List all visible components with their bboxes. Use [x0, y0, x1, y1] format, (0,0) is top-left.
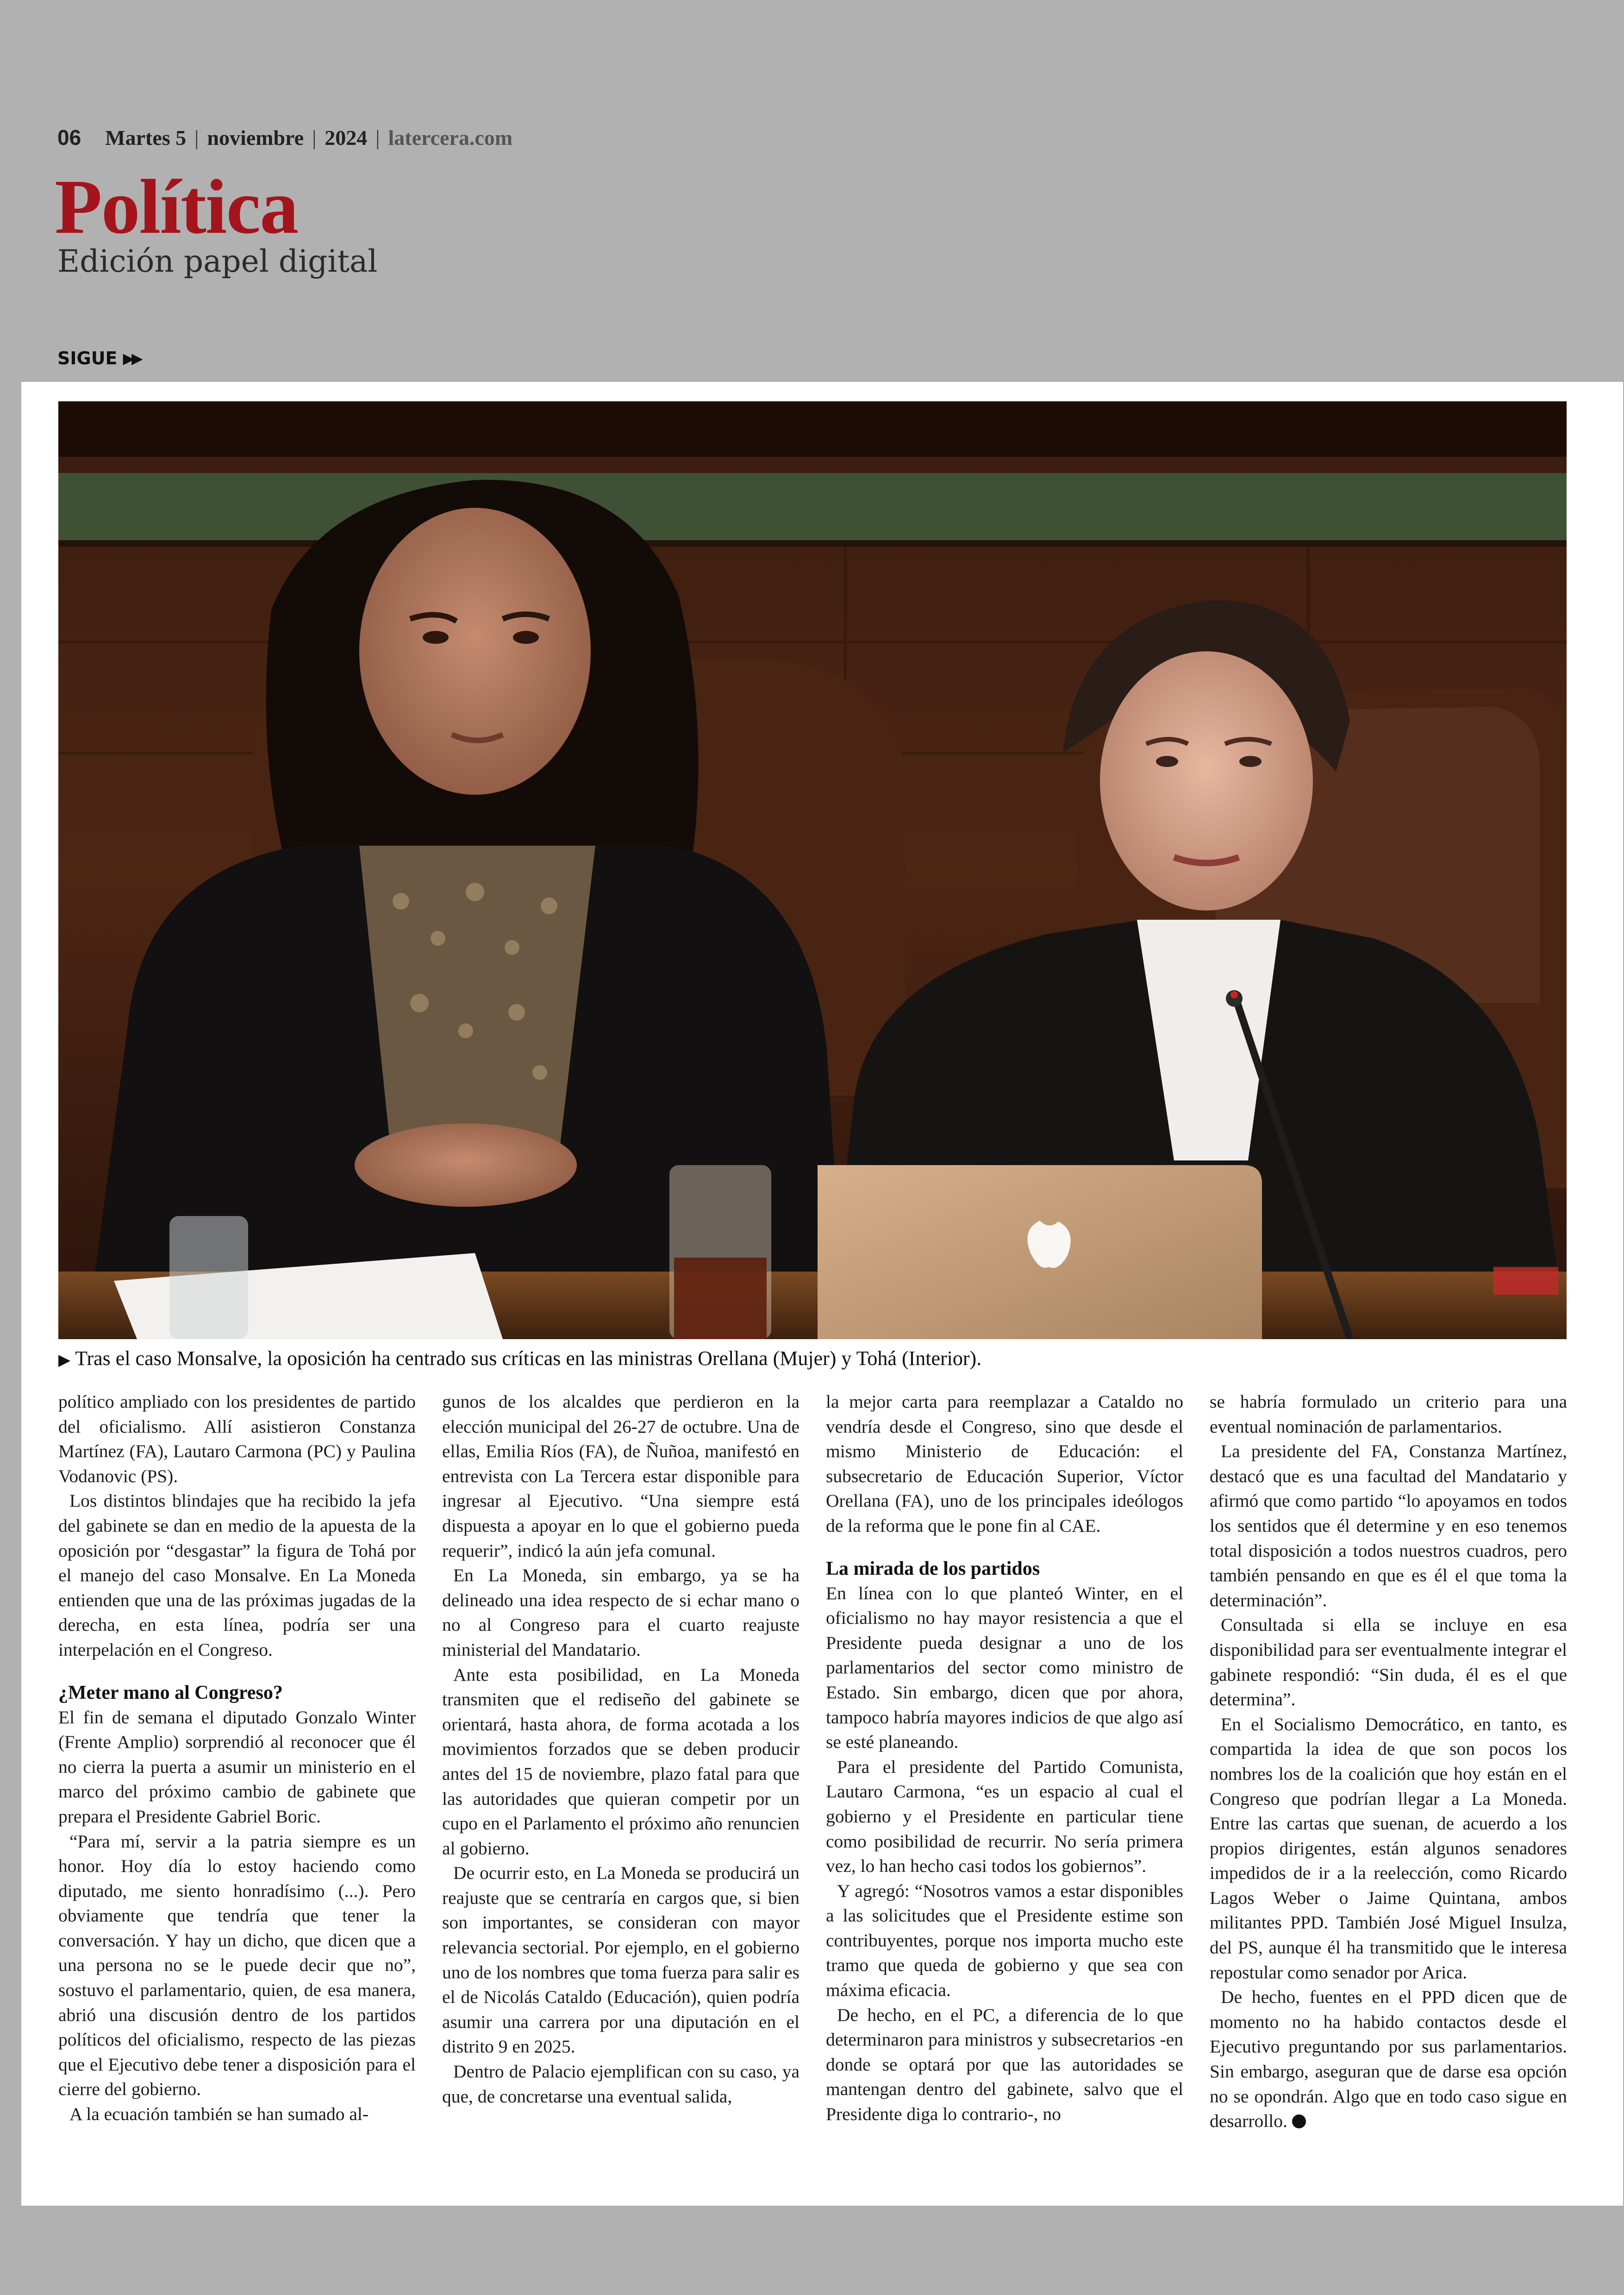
paragraph: “Para mí, servir a la patria siempre es un honor. Hoy día lo estoy haciendo como diputado, me siento honradísimo (...). Pero obviamente que tendría que tener la conversación. Y hay un dicho, que dicen que a una persona no se le puede decir que no”, sostuvo el parlamentario, quien, de esa manera, abrió una discusión dentro de los partidos políticos del oficialismo, respecto de las piezas que el Ejecutivo debe tener a disposición para el cierre del gobierno.: [58, 1831, 416, 2100]
paragraph: En el Socialismo Democrático, en tanto, es compartida la idea de que son pocos los nombres los de la coalición que hoy están en el Congreso que podrían llegar a La Moneda. Entre las cartas que suenan, de acuerdo a los propios dirigentes, están algunos senadores impedidos de ir a la reelección, como Ricardo Lagos Weber o Jaime Quintana, ambos militantes PPD. También José Miguel Insulza, del PS, aunque él ha transmitido que le interesa repostular como senador por Arica.: [1210, 1714, 1567, 1983]
wall-top-trim: [58, 401, 1567, 457]
woman-left-face: [359, 508, 591, 795]
paragraph: Y agregó: “Nosotros vamos a estar disponibles a las solicitudes que el Presidente estime son contribuyentes, porque nos importa mucho este tramo que queda de gobierno y que sea con máxima eficacia.: [826, 1880, 1183, 2001]
double-arrow-icon: ▶▶: [123, 349, 140, 367]
final-paragraph-text: De hecho, fuentes en el PPD dicen que de momento no ha habido contactos desde el Ejecutivo preguntando por sus parlamentarios. Sin embargo, aseguran que de darse esa opción no se opondrán. Algo que en todo caso sigue en desarrollo.: [1210, 1987, 1567, 2132]
paragraph: Dentro de Palacio ejemplifican con su caso, ya que, de concretarse una eventual salida,: [442, 2061, 800, 2107]
dateline: [57, 121, 512, 154]
dateline-separator: |: [194, 125, 199, 150]
paragraph: De hecho, en el PC, a diferencia de lo que determinaron para ministros y subsecretarios -en donde se optará por que las autoridades se mantengan dentro del gabinete, salvo que el Presidente diga lo contrario-, no: [826, 2004, 1183, 2125]
article-column-2: [442, 1390, 800, 2195]
site-link[interactable]: latercera.com: [388, 125, 513, 150]
paragraph: [1210, 1985, 1567, 2134]
date-month: noviembre: [207, 125, 304, 150]
paragraph: Para el presidente del Partido Comunista, Lautaro Carmona, “es un espacio al cual el gobierno y el Presidente en particular tiene como posibilidad de recurrir. No sería primera vez, lo han hecho casi todos los gobiernos”.: [826, 1756, 1183, 1877]
photo-caption: [58, 1346, 1567, 1373]
paragraph: Ante esta posibilidad, en La Moneda transmiten que el rediseño del gabinete se orientará, hasta ahora, de forma acotada a los movimientos forzados que se deben producir antes del 15 de noviembre, plazo fatal para que las autoridades que quieran competir por un cupo en el Parlamento el próximo año renuncien al gobierno.: [442, 1664, 800, 1858]
dateline-separator: |: [375, 125, 380, 150]
paragraph: se habría formulado un criterio para una eventual nominación de parlamentarios.: [1210, 1391, 1567, 1437]
woman-left-hands: [355, 1123, 577, 1207]
photo-illustration: [58, 401, 1567, 1339]
paragraph: la mejor carta para reemplazar a Cataldo no vendría desde el Congreso, sino que desde el mismo Ministerio de Educación: el subsecretario de Educación Superior, Víctor Orellana (FA), uno de los principales ideólogos de la reforma que le pone fin al CAE.: [826, 1391, 1183, 1536]
water-glass: [169, 1216, 248, 1339]
edition-subtitle: Edición papel digital: [57, 243, 378, 279]
date-day: Martes 5: [105, 125, 187, 150]
paragraph: De ocurrir esto, en La Moneda se producirá un reajuste que se centraría en cargos que, si bien son importantes, se consideran con mayor relevancia sectorial. Por ejemplo, en el gobierno uno de los nombres que toma fuerza para salir es el de Nicolás Cataldo (Educación), quien podría asumir una carrera por una diputación en el distrito 9 en 2025.: [442, 1863, 800, 2057]
subheading: ¿Meter mano al Congreso?: [58, 1682, 283, 1703]
end-of-article-icon: [1292, 2114, 1306, 2128]
subheading: La mirada de los partidos: [826, 1558, 1040, 1579]
wall-green-band: [58, 473, 1567, 543]
paragraph: El fin de semana el diputado Gonzalo Winter (Frente Amplio) sorprendió al reconocer que él no cierra la puerta a asumir un ministerio en el marco del próximo cambio de gabinete que prepara el Presidente Gabriel Boric.: [58, 1707, 416, 1827]
dateline-separator: |: [312, 125, 317, 150]
article-photo: [58, 401, 1567, 1339]
continue-label: SIGUE: [57, 348, 118, 368]
article-column-3: [826, 1390, 1183, 2195]
paragraph: La presidente del FA, Constanza Martínez, destacó que es una facultad del Mandatario y afirmó que como partido “lo apoyamos en todos los sentidos que él determine y en eso tenemos total disposición a todos nuestros cuadros, pero también pensando en que es él el que toma la determinación”.: [1210, 1441, 1567, 1610]
paragraph: Consultada si ella se incluye en esa disponibilidad para ser eventualmente integrar el gabinete respondió: “Sin duda, él es el que determina”.: [1210, 1615, 1567, 1710]
article-body: [58, 1390, 1567, 2195]
page-header: [0, 0, 1624, 380]
paragraph: Los distintos blindajes que ha recibido la jefa del gabinete se dan en medio de la apuesta de la oposición por “desgastar” la figura de Tohá por el manejo del caso Monsalve. En La Moneda entienden que una de las próximas jugadas de la derecha, en esta línea, podría ser una interpelación en el Congreso.: [58, 1491, 416, 1660]
wall-trim-line: [58, 540, 1567, 547]
article-column-4: [1210, 1390, 1567, 2195]
woman-right-face: [1100, 651, 1313, 911]
section-title: Política: [55, 164, 298, 250]
paragraph: En línea con lo que planteó Winter, en el oficialismo no hay mayor resistencia a que el Presidente pueda designar a uno de los parlamentarios del sector como ministro de Estado. Sin embargo, dicen que por ahora, tampoco habría mayores indicios de que algo así se esté planeando.: [826, 1583, 1183, 1752]
article-column-1: [58, 1390, 416, 2195]
continue-link[interactable]: [57, 348, 140, 368]
caption-text: Tras el caso Monsalve, la oposición ha centrado sus críticas en las ministras Orellana (Mujer) y Tohá (Interior).: [75, 1347, 982, 1370]
article-sheet: [21, 382, 1623, 2206]
paragraph: gunos de los alcaldes que perdieron en la elección municipal del 26-27 de octubre. Una de ellas, Emilia Ríos (FA), de Ñuñoa, manifestó en entrevista con La Tercera estar disponible para ingresar al Ejecutivo. “Una siempre está dispuesta a apoyar en lo que el gobierno pueda requerir”, indicó la aún jefa comunal.: [442, 1391, 800, 1561]
paragraph: político ampliado con los presidentes de partido del oficialismo. Allí asistieron Constanza Martínez (FA), Lautaro Carmona (PC) y Paulina Vodanovic (PS).: [58, 1391, 416, 1486]
paragraph: A la ecuación también se han sumado al-: [69, 2104, 369, 2125]
date-year: 2024: [325, 125, 368, 150]
page-number: 06: [57, 125, 81, 150]
paragraph: En La Moneda, sin embargo, ya se ha delineado una idea respecto de si echar mano o no al Congreso para el cuarto reajuste ministerial del Mandatario.: [442, 1565, 800, 1660]
caption-triangle-icon: ▶: [58, 1352, 71, 1369]
